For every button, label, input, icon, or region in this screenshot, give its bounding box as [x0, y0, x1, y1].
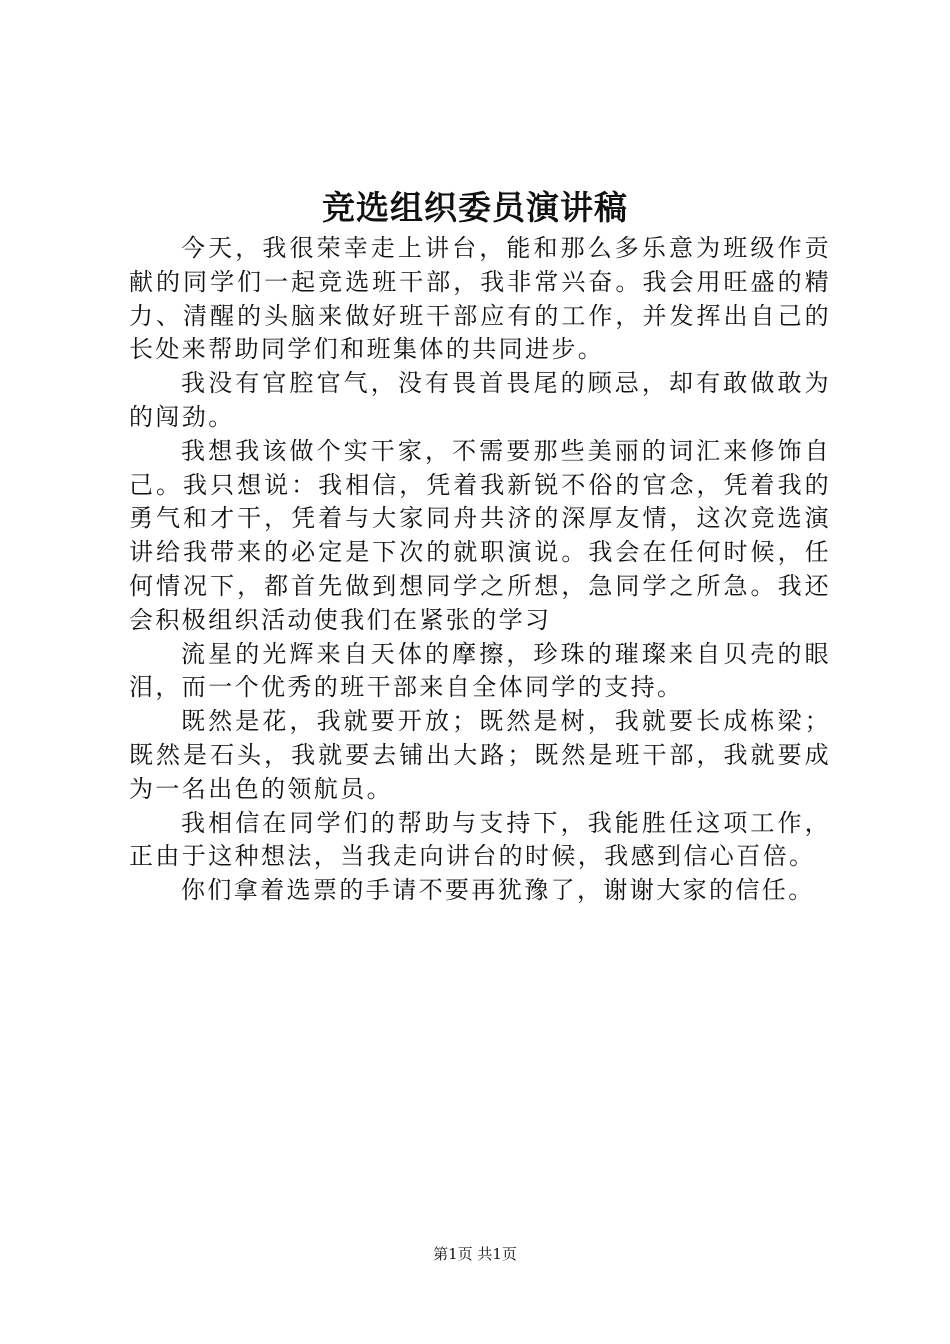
paragraph-4: 流星的光辉来自天体的摩擦，珍珠的璀璨来自贝壳的眼泪，而一个优秀的班干部来自全体同学的支持。: [129, 639, 831, 702]
paragraph-7: 你们拿着选票的手请不要再犹豫了，谢谢大家的信任。: [181, 876, 815, 905]
page-number-footer: 第1页 共1页: [433, 1245, 517, 1263]
paragraph-6: 我相信在同学们的帮助与支持下，我能胜任这项工作，正由于这种想法，当我走向讲台的时候，我感到信心百倍。: [129, 808, 831, 871]
paragraph-3: 我想我该做个实干家，不需要那些美丽的词汇来修饰自己。我只想说：我相信，凭着我新锐不俗的官念，凭着我的勇气和才干，凭着与大家同舟共济的深厚友情，这次竞选演讲给我带来的必定是下次的就职演说。我会在任何时候，任何情况下，都首先做到想同学之所想，急同学之所急。我还会积极组织活动使我们在紧张的学习: [129, 436, 831, 634]
document-body: [129, 232, 831, 908]
paragraph-5: 既然是花，我就要开放；既然是树，我就要长成栋梁；既然是石头，我就要去铺出大路；既然是班干部，我就要成为一名出色的领航员。: [129, 707, 831, 803]
paragraph-1: 今天，我很荣幸走上讲台，能和那么多乐意为班级作贡献的同学们一起竞选班干部，我非常兴奋。我会用旺盛的精力、清醒的头脑来做好班干部应有的工作，并发挥出自己的长处来帮助同学们和班集体的共同进步。: [129, 234, 831, 364]
paragraph-2: 我没有官腔官气，没有畏首畏尾的顾忌，却有敢做敢为的闯劲。: [129, 369, 831, 431]
document-title: 竞选组织委员演讲稿: [322, 188, 628, 227]
